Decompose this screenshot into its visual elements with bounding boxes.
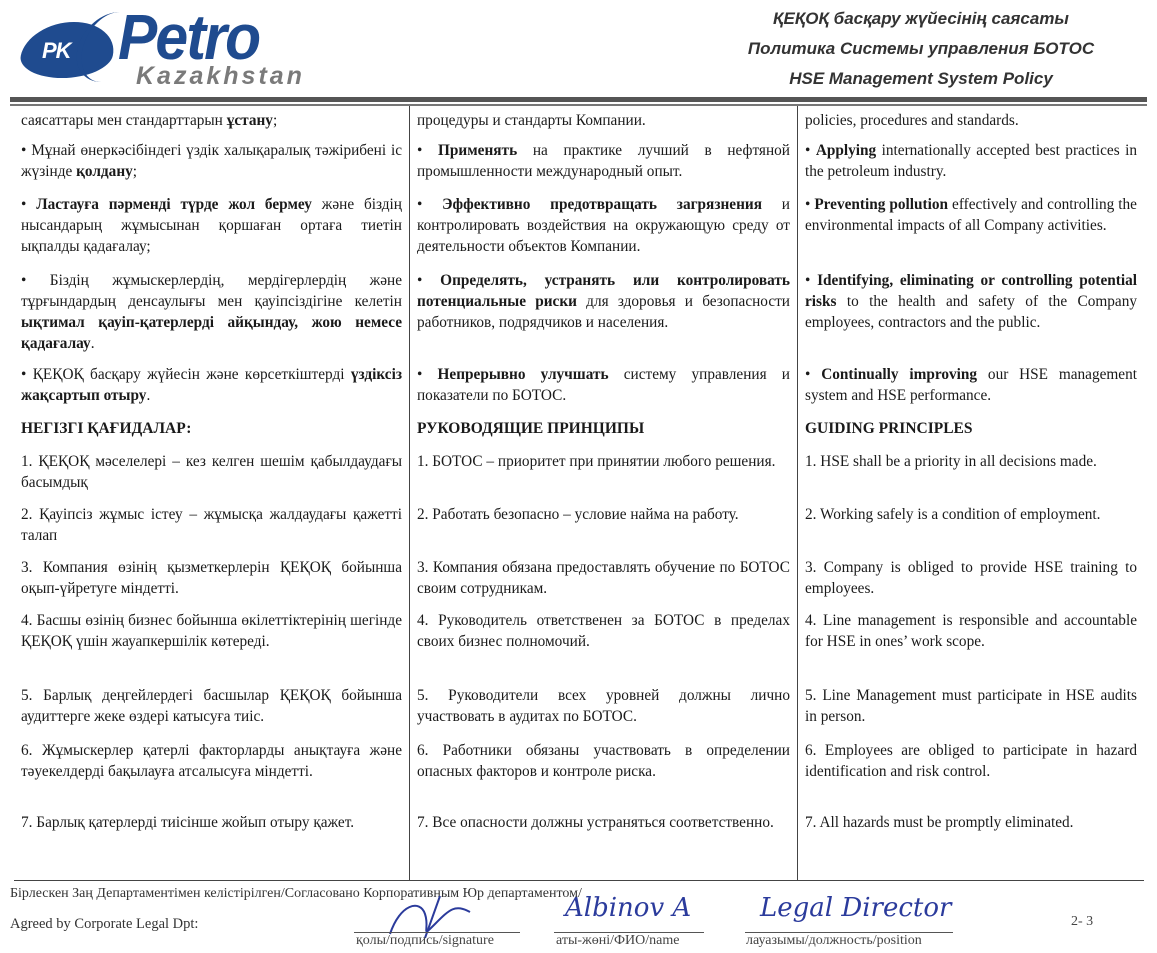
policy-item-text: to the health and safety of the Company employees, contractors and the public. (805, 293, 1137, 331)
policy-item (417, 140, 790, 182)
principle-item: 2. Работать безопасно – условие найма на работу. (417, 506, 739, 523)
page-number: 2- 3 (1071, 914, 1094, 929)
policy-item-text: для здоровья и безопасности работников, подрядчиков и населения. (417, 293, 790, 331)
policy-item-text: • (805, 196, 815, 213)
policy-item-text: • (417, 196, 443, 213)
principle-item: 7. Все опасности должны устраняться соответственно. (417, 814, 774, 831)
company-logo (18, 1, 378, 94)
policy-item-text: • (417, 272, 441, 289)
handwritten-name: Albinov A (565, 893, 692, 923)
policy-item-emphasis: Preventing pollution (814, 196, 949, 213)
policy-item (417, 364, 790, 406)
name-caption: аты-жөні/ФИО/name (556, 933, 680, 948)
policy-titles (711, 6, 1131, 96)
policy-item-emphasis: ықтимал қауіп-қатерлерді айқындау, жою немесе қадағалау (21, 314, 402, 352)
policy-item (805, 364, 1137, 406)
policy-item-text: effectively and controlling the environmental impacts of all Company activities. (805, 196, 1137, 234)
policy-item-emphasis: Applying (815, 142, 877, 159)
policy-item-emphasis: ұстану (226, 112, 273, 129)
policy-item-text: • (417, 142, 439, 159)
policy-item (805, 140, 1137, 182)
policy-item (21, 270, 402, 354)
policy-item (417, 270, 790, 333)
principle-item: 1. ҚЕҚОҚ мәселелері – кез келген шешім қабылдаудағы басымдық (21, 453, 402, 491)
policy-item-text: ; (272, 112, 278, 129)
principles-heading: GUIDING PRINCIPLES (805, 420, 973, 437)
principle-item: 5. Барлық деңгейлердегі басшылар ҚЕҚОҚ бойынша аудиттерге жеке өздері катысуға тиіс. (21, 687, 402, 725)
principle-item: 5. Руководители всех уровней должны лично участвовать в аудитах по БОТОС. (417, 687, 790, 725)
agreed-multilingual: Бірлескен Заң Департаментімен келістірілген/Согласовано Корпоративным Юр департаментом/ (10, 886, 582, 901)
policy-item-text: саясаттары мен стандарттарын (21, 112, 227, 129)
principle-item: 4. Line management is responsible and accountable for HSE in ones’ work scope. (805, 612, 1137, 650)
principle-item: 2. Working safely is a condition of employment. (805, 506, 1101, 523)
policy-item (417, 110, 790, 131)
policy-item (21, 140, 402, 182)
principle-item: 7. All hazards must be promptly eliminated. (805, 814, 1074, 831)
policy-item-emphasis: Эффективно предотвращать загрязнения (442, 196, 762, 213)
principle-item: 6. Жұмыскерлер қатерлі факторларды анықтауға және тәуекелдерді бақылауға атсалысуға міндетті. (21, 742, 402, 780)
logo-sub: Kazakhstan (136, 62, 305, 90)
policy-item-text: internationally accepted best practices in the petroleum industry. (805, 142, 1137, 180)
policy-item (21, 194, 402, 257)
policy-item-text: ; (132, 163, 138, 180)
policy-item-text: систему управления и показатели по БОТОС. (417, 366, 790, 404)
policy-item (805, 110, 1137, 131)
principle-item: 6. Employees are obliged to participate in hazard identification and risk control. (805, 742, 1137, 780)
policy-item-emphasis: Ластауға пәрменді түрде жол бермеу (36, 196, 312, 213)
policy-item (21, 364, 402, 406)
policy-item-text: • Мұнай өнеркәсібіндегі үздік халықаралық тәжірибені іс жүзінде (21, 142, 402, 180)
handwritten-position: Legal Director (760, 893, 952, 923)
signature-caption: қолы/подпись/signature (356, 933, 494, 948)
policy-item-text: . (146, 387, 151, 404)
principle-item: 1. HSE shall be a priority in all decisions made. (805, 453, 1097, 470)
policy-item-emphasis: үздіксіз жақсартып отыру (21, 366, 402, 404)
policy-item (21, 110, 402, 131)
policy-item-emphasis: Определять, устранять или контролировать потенциальные риски (417, 272, 790, 310)
column-russian (410, 106, 798, 880)
logo-badge-text: PK (42, 38, 71, 63)
policy-item-text: . (90, 335, 95, 352)
policy-item-text: және біздің нысандарың жұмысынан қоршаған ортаға тиетін ықпалды қадағалау; (21, 196, 402, 255)
policy-item-emphasis: Непрерывно улучшать (437, 366, 609, 383)
title-kazakh: ҚЕҚОҚ басқару жүйесінің саясаты (773, 9, 1069, 28)
principle-item: 6. Работники обязаны участвовать в определении опасных факторов и контроле риска. (417, 742, 790, 780)
policy-item (417, 194, 790, 257)
policy-item-emphasis: қолдану (76, 163, 133, 180)
title-russian: Политика Системы управления БОТОС (747, 39, 1095, 58)
policy-item-text: • (805, 142, 816, 159)
principle-item: 3. Company is obliged to provide HSE training to employees. (805, 559, 1137, 597)
policy-item-text: и контролировать воздействия на окружающую среду от деятельности объектов Компании. (417, 196, 790, 255)
policy-item-text: • (417, 366, 438, 383)
title-english: HSE Management System Policy (789, 69, 1053, 88)
principle-item: 3. Компания өзінің қызметкерлерін ҚЕҚОҚ бойынша оқып-үйретуге міндетті. (21, 559, 402, 597)
policy-item-text: • (21, 196, 37, 213)
policy-item-text: • (805, 272, 818, 289)
principle-item: 4. Басшы өзінің бизнес бойынша өкілеттіктерінің шегінде ҚЕҚОҚ үшін жауапкершілік көтереді. (21, 612, 402, 650)
policy-item-emphasis: Continually improving (821, 366, 978, 383)
principle-item: 5. Line Management must participate in HSE audits in person. (805, 687, 1137, 725)
policy-item-emphasis: Применять (438, 142, 518, 159)
principles-heading: РУКОВОДЯЩИЕ ПРИНЦИПЫ (417, 420, 645, 437)
logo-word: Petro (118, 1, 260, 73)
policy-item-text: • Біздің жұмыскерлердің, мердігерлердің және тұрғындардың денсаулығы мен қауіпсіздігіне келетін (21, 272, 402, 310)
policy-item-text: • (805, 366, 822, 383)
policy-item-emphasis: Identifying, eliminating or controlling potential risks (805, 272, 1137, 310)
policy-item-text: процедуры и стандарты Компании. (417, 112, 646, 129)
policy-item-text: policies, procedures and standards. (805, 112, 1019, 129)
policy-table (14, 106, 1144, 881)
column-kazakh (14, 106, 410, 880)
principle-item: 4. Руководитель ответственен за БОТОС в пределах своих бизнес полномочий. (417, 612, 790, 650)
principles-heading: НЕГІЗГІ ҚАҒИДАЛАР: (21, 420, 192, 437)
policy-item-text: our HSE management system and HSE performance. (805, 366, 1137, 404)
header-divider (10, 97, 1147, 102)
position-caption: лауазымы/должность/position (746, 933, 922, 948)
principle-item: 7. Барлық қатерлерді тиісінше жойып отыру қажет. (21, 814, 355, 831)
policy-item-text: • ҚЕҚОҚ басқару жүйесін және көрсеткіштерді (21, 366, 351, 383)
principle-item: 2. Қауіпсіз жұмыс істеу – жұмысқа жалдаудағы қажетті талап (21, 506, 402, 544)
policy-item (805, 194, 1137, 236)
principle-item: 3. Компания обязана предоставлять обучение по БОТОС своим сотрудникам. (417, 559, 790, 597)
principle-item: 1. БОТОС – приоритет при принятии любого решения. (417, 453, 776, 470)
policy-item (805, 270, 1137, 333)
column-english (798, 106, 1144, 880)
agreed-english: Agreed by Corporate Legal Dpt: (10, 916, 199, 932)
policy-item-text: на практике лучший в нефтяной промышленности международный опыт. (417, 142, 790, 180)
